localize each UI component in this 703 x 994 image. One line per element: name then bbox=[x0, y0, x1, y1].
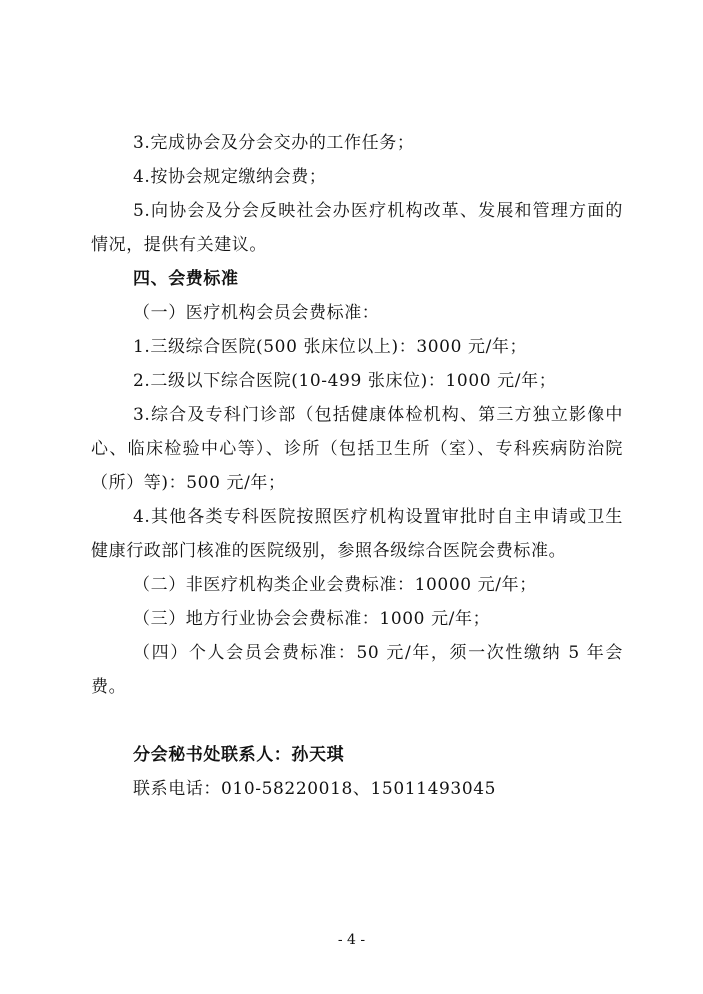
section-heading-fee-standard: 四、会费标准 bbox=[133, 269, 239, 289]
subsection-enterprise-fee: （二）非医疗机构类企业会费标准：10000 元/年； bbox=[133, 575, 537, 595]
fee-item-clinic: 3.综合及专科门诊部（包括健康体检机构、第三方独立影像中心、临床检验中心等）、诊所（包括卫生所（室）、专科疾病防治院（所）等)：500 元/年； bbox=[91, 405, 623, 493]
fee-item-specialty-hospital: 4.其他各类专科医院按照医疗机构设置审批时自主申请或卫生健康行政部门核准的医院级别，参照各级综合医院会费标准。 bbox=[91, 507, 623, 561]
contact-person: 分会秘书处联系人：孙天琪 bbox=[133, 745, 345, 765]
subsection-medical-institution-fee: （一）医疗机构会员会费标准： bbox=[133, 303, 380, 323]
fee-item-tertiary-hospital: 1.三级综合医院(500 张床位以上)：3000 元/年； bbox=[133, 337, 528, 357]
spacer bbox=[91, 704, 623, 738]
paragraph-task-5: 5.向协会及分会反映社会办医疗机构改革、发展和管理方面的情况，提供有关建议。 bbox=[91, 201, 623, 255]
fee-item-secondary-hospital: 2.二级以下综合医院(10-499 张床位)：1000 元/年； bbox=[133, 371, 557, 391]
subsection-individual-fee: （四）个人会员会费标准：50 元/年，须一次性缴纳 5 年会费。 bbox=[91, 643, 623, 697]
subsection-local-association-fee: （三）地方行业协会会费标准：1000 元/年； bbox=[133, 609, 491, 629]
page-number: - 4 - bbox=[337, 932, 366, 948]
contact-phone: 联系电话：010-58220018、15011493045 bbox=[133, 779, 497, 799]
document-body bbox=[91, 126, 623, 806]
paragraph-task-3: 3.完成协会及分会交办的工作任务； bbox=[133, 133, 415, 153]
paragraph-task-4: 4.按协会规定缴纳会费； bbox=[133, 167, 327, 187]
